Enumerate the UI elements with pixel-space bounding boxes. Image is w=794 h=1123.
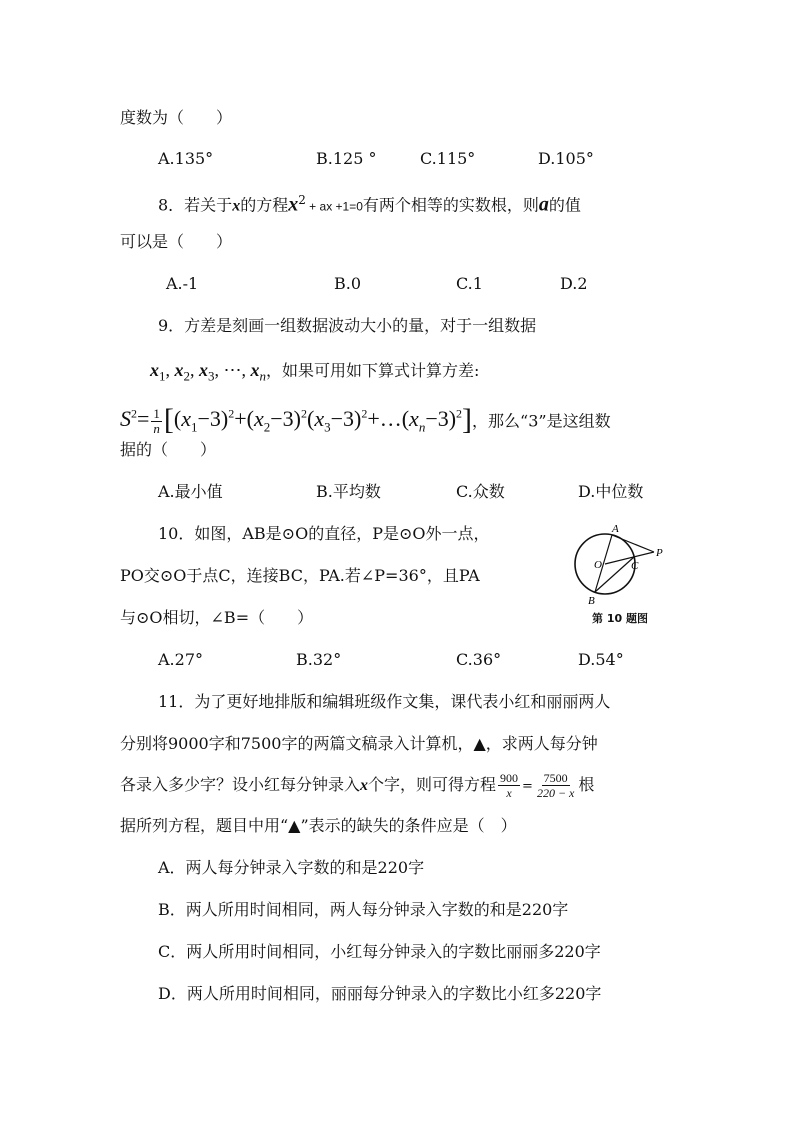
q11-line2: 分别将9000字和7500字的两篇文稿录入计算机，▲，求两人每分钟 <box>120 734 598 753</box>
q8-suffix: 有两个相等的实数根，则 <box>362 195 539 215</box>
q9-vars-tail: ，如果可用如下算式计算方差: <box>266 361 480 380</box>
q10-line3: 与⊙O相切，∠B=（ ） <box>120 608 314 627</box>
q9-option-d: D.中位数 <box>578 482 644 501</box>
q7-option-b: B.125 ° <box>316 149 377 168</box>
figure-caption: 第 10 题图 <box>592 612 648 625</box>
q8-line1 <box>158 188 581 218</box>
q7-option-a: A.135° <box>158 149 214 168</box>
q11-option-b: B．两人所用时间相同，两人每分钟录入字数的和是220字 <box>158 900 569 919</box>
label-a: A <box>612 523 619 535</box>
label-p: P <box>656 547 663 559</box>
q11-option-c: C．两人所用时间相同，小红每分钟录入的字数比丽丽多220字 <box>158 942 601 961</box>
q8-prefix: 8．若关于 <box>158 195 233 215</box>
q7-tail: 度数为（ ） <box>120 108 233 127</box>
q9-formula-tail: ，那么“3”是这组数 <box>472 411 611 431</box>
q9-option-a: A.最小值 <box>158 482 223 501</box>
q8-option-a: A.-1 <box>166 274 199 293</box>
q11-frac-right <box>535 771 576 800</box>
q11-line3-pre: 各录入多少字？设小红每分钟录入 <box>120 775 361 794</box>
q11-frac-right-den: 220 − x <box>536 786 575 800</box>
q8-mid: 的方程 <box>240 195 289 215</box>
q10-line1: 10．如图，AB是⊙O的直径，P是⊙O外一点， <box>158 524 490 543</box>
label-b: B <box>588 595 595 607</box>
q9-line1: 9．方差是刻画一组数据波动大小的量，对于一组数据 <box>158 316 537 335</box>
label-o: O <box>594 559 602 571</box>
q10-option-d: D.54° <box>578 650 624 669</box>
q9-data-vars: $x_1$, $x_2$, $x_3$, ⋯, $x_n$ <box>150 360 266 384</box>
q10-line2: PO交⊙O于点C，连接BC，PA.若∠P=36°，且PA <box>120 566 480 585</box>
q11-frac-left-num: 900 <box>500 771 519 785</box>
q8-option-d: D.2 <box>560 274 588 293</box>
q11-line4: 据所列方程，题目中用“▲”表示的缺失的条件应是（ ） <box>120 816 517 835</box>
circle-tangent-diagram <box>568 522 672 610</box>
q11-frac-left <box>498 771 520 800</box>
q10-option-c: C.36° <box>456 650 502 669</box>
q11-option-a: A．两人每分钟录入字数的和是220字 <box>158 858 425 877</box>
q11-frac-left-den: x <box>506 786 512 800</box>
q9-variance-formula: $S^2=$ $\frac{1}{n}$ $[(x_1-3)^2+(x_2-3)^2(x_3-3)^2+\dots(x_n-3)^2]$ <box>120 403 473 437</box>
q11-var-x: x <box>360 777 369 794</box>
q8-option-c: C.1 <box>456 274 483 293</box>
q11-frac-right-num: 7500 <box>543 771 568 785</box>
q11-eq-sign: = <box>522 779 533 794</box>
q7-option-c: C.115° <box>420 149 476 168</box>
q11-option-d: D．两人所用时间相同，丽丽每分钟录入的字数比小红多220字 <box>158 984 602 1003</box>
q10-option-a: A.27° <box>158 650 203 669</box>
q11-line1: 11．为了更好地排版和编辑班级作文集，课代表小红和丽丽两人 <box>158 692 611 711</box>
q9-option-c: C.众数 <box>456 482 505 501</box>
q8-eq-x: x <box>288 193 299 216</box>
q8-eq-sup: 2 <box>298 193 306 207</box>
q11-line3-end: 根 <box>578 775 595 794</box>
tangent-pa <box>612 535 654 552</box>
q11-line3 <box>120 768 594 804</box>
segment-po <box>605 552 654 564</box>
q8-eq-rest: + ax +1=0 <box>305 199 363 214</box>
q8-option-b: B.0 <box>334 274 362 293</box>
q8-var-x: x <box>232 197 241 215</box>
q8-var-a: a <box>538 193 549 216</box>
q9-line4: 据的（ ） <box>120 440 217 459</box>
q9-line2 <box>150 358 479 389</box>
label-c: C <box>631 560 639 572</box>
q9-option-b: B.平均数 <box>316 482 381 501</box>
q8-line2: 可以是（ ） <box>120 232 233 251</box>
q11-line3-mid: 个字，则可得方程 <box>368 775 497 794</box>
q8-end: 的值 <box>548 195 581 215</box>
q10-figure <box>568 522 672 630</box>
q7-option-d: D.105° <box>538 149 594 168</box>
q10-option-b: B.32° <box>296 650 342 669</box>
